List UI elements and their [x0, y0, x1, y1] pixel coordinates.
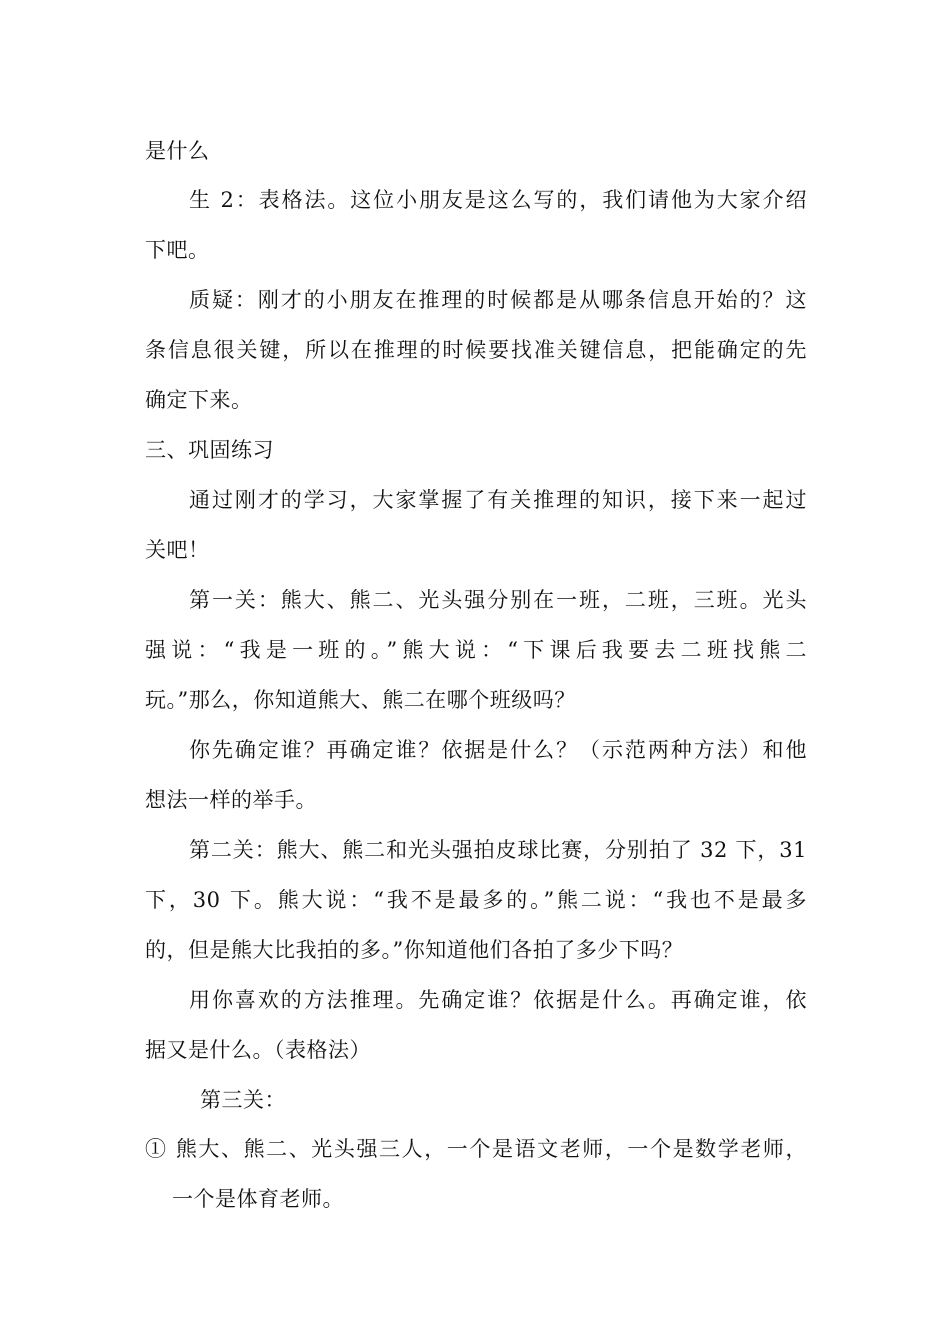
- text-line-19: 据又是什么。（表格法）: [145, 1038, 371, 1062]
- text-line-10: 第一关：熊大、熊二、光头强分别在一班，二班，三班。光头: [189, 588, 807, 612]
- text-line-8: 通过刚才的学习，大家掌握了有关推理的知识，接下来一起过: [189, 488, 807, 512]
- text-line-16: 下，30 下。熊大说：“我不是最多的。”熊二说：“我也不是最多: [145, 888, 807, 912]
- text-line-9: 关吧！: [145, 538, 210, 562]
- text-line-1: 是什么: [145, 139, 210, 163]
- list-item-1: ① 熊大、熊二、光头强三人，一个是语文老师，一个是数学老师，: [145, 1137, 807, 1161]
- text-line-18: 用你喜欢的方法推理。先确定谁？依据是什么。再确定谁，依: [189, 988, 807, 1012]
- text-line-5: 条信息很关键，所以在推理的时候要找准关键信息，把能确定的先: [145, 338, 807, 362]
- text-line-4: 质疑：刚才的小朋友在推理的时候都是从哪条信息开始的？这: [189, 288, 807, 312]
- list-item-1-continuation: 一个是体育老师。: [172, 1187, 344, 1211]
- text-line-6: 确定下来。: [145, 388, 253, 412]
- text-line-11: 强说：“我是一班的。”熊大说：“下课后我要去二班找熊二: [145, 638, 807, 662]
- section-heading: 三、巩固练习: [145, 438, 274, 462]
- text-line-12: 玩。”那么，你知道熊大、熊二在哪个班级吗？: [145, 688, 576, 712]
- text-line-2: 生 2：表格法。这位小朋友是这么写的，我们请他为大家介绍: [189, 188, 807, 212]
- text-line-15: 第二关：熊大、熊二和光头强拍皮球比赛，分别拍了 32 下，31: [189, 838, 807, 862]
- text-line-13: 你先确定谁？再确定谁？依据是什么？（示范两种方法）和他: [189, 738, 807, 762]
- text-line-20: 第三关：: [200, 1088, 286, 1112]
- text-line-17: 的，但是熊大比我拍的多。”你知道他们各拍了多少下吗？: [145, 938, 684, 962]
- text-line-3: 下吧。: [145, 238, 210, 262]
- text-line-14: 想法一样的举手。: [145, 788, 317, 812]
